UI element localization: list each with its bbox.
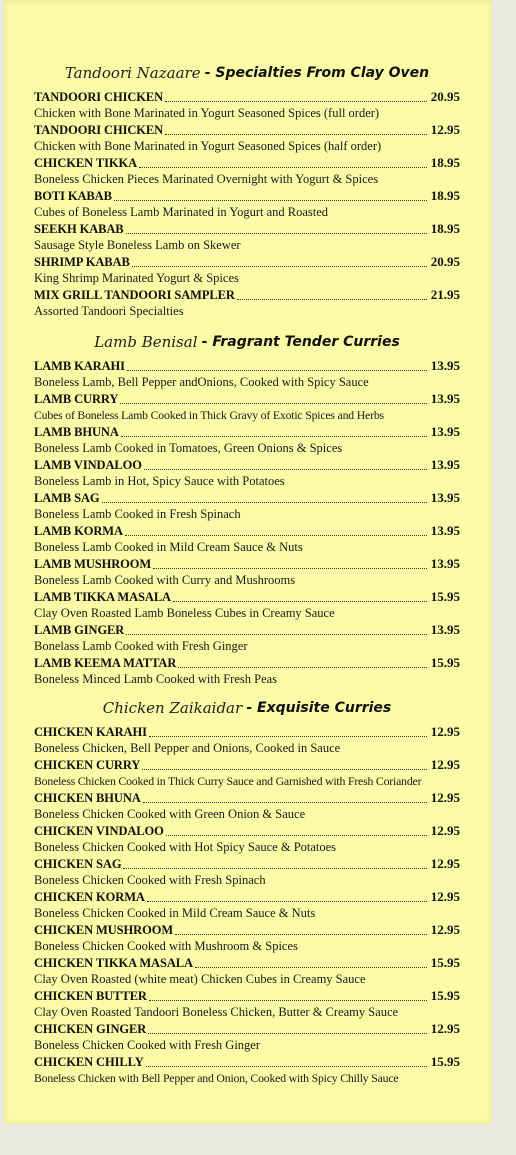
item-price: 12.95 xyxy=(430,822,460,838)
dot-leader xyxy=(139,167,427,168)
section-separator: - xyxy=(246,700,252,716)
menu-section-fragrant-tender-curries xyxy=(34,327,460,687)
section-heading xyxy=(34,327,460,357)
item-price: 18.95 xyxy=(430,187,460,203)
menu-item-lamb-vindaloo xyxy=(34,456,460,473)
dot-leader xyxy=(114,200,427,201)
dot-leader xyxy=(148,1033,427,1034)
item-name: LAMB TIKKA MASALA xyxy=(34,589,171,604)
item-description: Boneless Lamb, Bell Pepper andOnions, Cooked with Spicy Sauce xyxy=(34,374,369,389)
item-description: Boneless Chicken Pieces Marinated Overnight with Yogurt & Spices xyxy=(34,171,379,186)
dot-leader xyxy=(102,502,427,503)
section-script-title: Lamb Benisal xyxy=(94,333,198,351)
item-description: Clay Oven Roasted Tandoori Boneless Chicken, Butter & Creamy Sauce xyxy=(34,1004,399,1019)
dot-leader xyxy=(132,266,427,267)
menu-item-lamb-korma xyxy=(34,522,460,539)
item-description: Sausage Style Boneless Lamb on Skewer xyxy=(34,237,241,252)
item-description: Clay Oven Roasted Lamb Boneless Cubes in Creamy Sauce xyxy=(34,605,335,620)
section-separator: - xyxy=(201,334,208,350)
menu-item-lamb-keema-mattar xyxy=(34,654,460,671)
dot-leader xyxy=(127,370,427,371)
item-price: 13.95 xyxy=(430,357,460,373)
item-price: 12.95 xyxy=(430,756,460,772)
dot-leader xyxy=(178,667,426,668)
dot-leader xyxy=(165,134,427,135)
menu-item-lamb-karahi xyxy=(34,357,460,374)
item-name: LAMB VINDALOO xyxy=(34,457,142,472)
dot-leader xyxy=(165,101,427,102)
item-description: Bonelass Lamb Cooked with Fresh Ginger xyxy=(34,638,248,653)
menu-item-lamb-sag xyxy=(34,489,460,506)
menu-item-shrimp-kabab xyxy=(34,253,460,270)
item-price: 13.95 xyxy=(430,390,460,406)
item-description: Boneless Lamb in Hot, Spicy Sauce with Potatoes xyxy=(34,473,285,488)
item-description: Chicken with Bone Marinated in Yogurt Seasoned Spices (half order) xyxy=(34,138,382,153)
menu-item-chicken-tikka-masala xyxy=(34,954,460,971)
item-name: LAMB KARAHI xyxy=(34,358,125,373)
section-script-title: Chicken Zaikaidar xyxy=(102,699,243,717)
item-name: BOTI KABAB xyxy=(34,188,112,203)
menu-item-chicken-korma xyxy=(34,888,460,905)
item-description: Clay Oven Roasted (white meat) Chicken Cubes in Creamy Sauce xyxy=(34,971,366,986)
item-description: Chicken with Bone Marinated in Yogurt Seasoned Spices (full order) xyxy=(34,105,380,120)
item-description: Boneless Chicken Cooked with Mushroom & Spices xyxy=(34,938,298,953)
menu-item-seekh-kabab xyxy=(34,220,460,237)
dot-leader xyxy=(126,233,427,234)
item-price: 13.95 xyxy=(430,621,460,637)
item-name: LAMB KORMA xyxy=(34,523,123,538)
dot-leader xyxy=(144,469,427,470)
item-description: Boneless Lamb Cooked with Curry and Mushrooms xyxy=(34,572,296,587)
menu-item-lamb-bhuna xyxy=(34,423,460,440)
dot-leader xyxy=(195,967,427,968)
menu-section-specialties-from-clay-oven xyxy=(34,58,460,319)
section-subtitle: Specialties From Clay Oven xyxy=(215,65,430,81)
dot-leader xyxy=(143,802,427,803)
dot-leader xyxy=(126,634,427,635)
menu-item-mix-grill-tandoori-sampler xyxy=(34,286,460,303)
item-name: CHICKEN MUSHROOM xyxy=(34,922,174,937)
menu-section-exquisite-curries xyxy=(34,693,460,1086)
item-name: LAMB GINGER xyxy=(34,622,125,637)
section-heading xyxy=(34,58,460,88)
item-price: 18.95 xyxy=(430,154,460,170)
menu-page xyxy=(4,0,492,1124)
item-price: 21.95 xyxy=(430,286,460,302)
dot-leader xyxy=(153,568,427,569)
item-price: 13.95 xyxy=(430,555,460,571)
item-description: Boneless Minced Lamb Cooked with Fresh Peas xyxy=(34,671,278,686)
dot-leader xyxy=(147,901,427,902)
item-name: CHICKEN VINDALOO xyxy=(34,823,164,838)
menu-item-boti-kabab xyxy=(34,187,460,204)
item-description: Boneless Chicken with Bell Pepper and Onion, Cooked with Spicy Chilly Sauce xyxy=(34,1070,399,1085)
item-price: 12.95 xyxy=(430,921,460,937)
item-description: Boneless Chicken Cooked with Hot Spicy Sauce & Potatoes xyxy=(34,839,337,854)
item-name: SEEKH KABAB xyxy=(34,221,124,236)
item-name: CHICKEN KORMA xyxy=(34,889,145,904)
item-description: King Shrimp Marinated Yogurt & Spices xyxy=(34,270,239,285)
item-description: Boneless Chicken Cooked with Fresh Ginger xyxy=(34,1037,261,1052)
dot-leader xyxy=(125,535,427,536)
item-price: 15.95 xyxy=(430,1053,460,1069)
dot-leader xyxy=(166,835,427,836)
menu-item-chicken-butter xyxy=(34,987,460,1004)
item-price: 12.95 xyxy=(430,121,460,137)
dot-leader xyxy=(123,868,426,869)
menu-item-chicken-mushroom xyxy=(34,921,460,938)
item-name: LAMB CURRY xyxy=(34,391,119,406)
item-price: 12.95 xyxy=(430,789,460,805)
item-description: Boneless Lamb Cooked in Fresh Spinach xyxy=(34,506,241,521)
section-script-title: Tandoori Nazaare xyxy=(64,64,201,82)
menu-item-chicken-bhuna xyxy=(34,789,460,806)
section-subtitle: Fragrant Tender Curries xyxy=(212,334,400,350)
item-price: 12.95 xyxy=(430,888,460,904)
section-subtitle: Exquisite Curries xyxy=(257,700,392,716)
item-price: 12.95 xyxy=(430,723,460,739)
menu-item-chicken-curry xyxy=(34,756,460,773)
item-name: CHICKEN SAG xyxy=(34,856,122,871)
dot-leader xyxy=(146,1066,427,1067)
item-description: Cubes of Boneless Lamb Cooked in Thick Gravy of Exotic Spices and Herbs xyxy=(34,407,384,422)
item-price: 15.95 xyxy=(430,654,460,670)
item-name: CHICKEN KARAHI xyxy=(34,724,147,739)
menu-item-chicken-ginger xyxy=(34,1020,460,1037)
menu-item-chicken-chilly xyxy=(34,1053,460,1070)
dot-leader xyxy=(175,934,427,935)
item-name: MIX GRILL TANDOORI SAMPLER xyxy=(34,287,235,302)
item-price: 20.95 xyxy=(430,88,460,104)
item-description: Boneless Chicken Cooked in Thick Curry Sauce and Garnished with Fresh Coriander xyxy=(34,773,422,788)
item-price: 13.95 xyxy=(430,423,460,439)
item-name: CHICKEN TIKKA MASALA xyxy=(34,955,193,970)
item-price: 20.95 xyxy=(430,253,460,269)
item-price: 15.95 xyxy=(430,987,460,1003)
menu-item-tandoori-chicken xyxy=(34,88,460,105)
dot-leader xyxy=(149,736,427,737)
item-name: CHICKEN CURRY xyxy=(34,757,141,772)
item-description: Boneless Chicken Cooked with Fresh Spinach xyxy=(34,872,266,887)
item-name: CHICKEN BUTTER xyxy=(34,988,147,1003)
item-description: Boneless Chicken, Bell Pepper and Onions, Cooked in Sauce xyxy=(34,740,341,755)
item-name: LAMB BHUNA xyxy=(34,424,119,439)
item-name: LAMB MUSHROOM xyxy=(34,556,152,571)
menu-item-chicken-vindaloo xyxy=(34,822,460,839)
item-description: Boneless Lamb Cooked in Mild Cream Sauce & Nuts xyxy=(34,539,303,554)
item-name: CHICKEN CHILLY xyxy=(34,1054,144,1069)
item-name: CHICKEN GINGER xyxy=(34,1021,147,1036)
menu-item-tandoori-chicken xyxy=(34,121,460,138)
item-name: CHICKEN BHUNA xyxy=(34,790,141,805)
section-heading xyxy=(34,693,460,723)
section-separator: - xyxy=(204,65,211,81)
item-price: 15.95 xyxy=(430,588,460,604)
dot-leader xyxy=(121,436,427,437)
item-price: 12.95 xyxy=(430,1020,460,1036)
item-price: 18.95 xyxy=(430,220,460,236)
item-name: LAMB SAG xyxy=(34,490,100,505)
item-description: Boneless Chicken Cooked with Green Onion & Sauce xyxy=(34,806,306,821)
item-description: Boneless Chicken Cooked in Mild Cream Sauce & Nuts xyxy=(34,905,316,920)
menu-item-chicken-karahi xyxy=(34,723,460,740)
menu-content xyxy=(34,58,460,1086)
menu-item-lamb-curry xyxy=(34,390,460,407)
item-price: 13.95 xyxy=(430,522,460,538)
menu-item-lamb-tikka-masala xyxy=(34,588,460,605)
item-description: Cubes of Boneless Lamb Marinated in Yogurt and Roasted xyxy=(34,204,329,219)
item-name: CHICKEN TIKKA xyxy=(34,155,138,170)
menu-item-chicken-tikka xyxy=(34,154,460,171)
item-name: TANDOORI CHICKEN xyxy=(34,89,164,104)
menu-item-lamb-mushroom xyxy=(34,555,460,572)
dot-leader xyxy=(142,769,426,770)
item-price: 13.95 xyxy=(430,456,460,472)
item-name: SHRIMP KABAB xyxy=(34,254,130,269)
item-description: Assorted Tandoori Specialties xyxy=(34,303,184,318)
dot-leader xyxy=(149,1000,427,1001)
item-name: LAMB KEEMA MATTAR xyxy=(34,655,177,670)
dot-leader xyxy=(173,601,427,602)
item-price: 15.95 xyxy=(430,954,460,970)
item-description: Boneless Lamb Cooked in Tomatoes, Green Onions & Spices xyxy=(34,440,343,455)
dot-leader xyxy=(120,403,426,404)
item-name: TANDOORI CHICKEN xyxy=(34,122,164,137)
item-price: 13.95 xyxy=(430,489,460,505)
dot-leader xyxy=(237,299,427,300)
item-price: 12.95 xyxy=(430,855,460,871)
menu-item-chicken-sag xyxy=(34,855,460,872)
menu-item-lamb-ginger xyxy=(34,621,460,638)
